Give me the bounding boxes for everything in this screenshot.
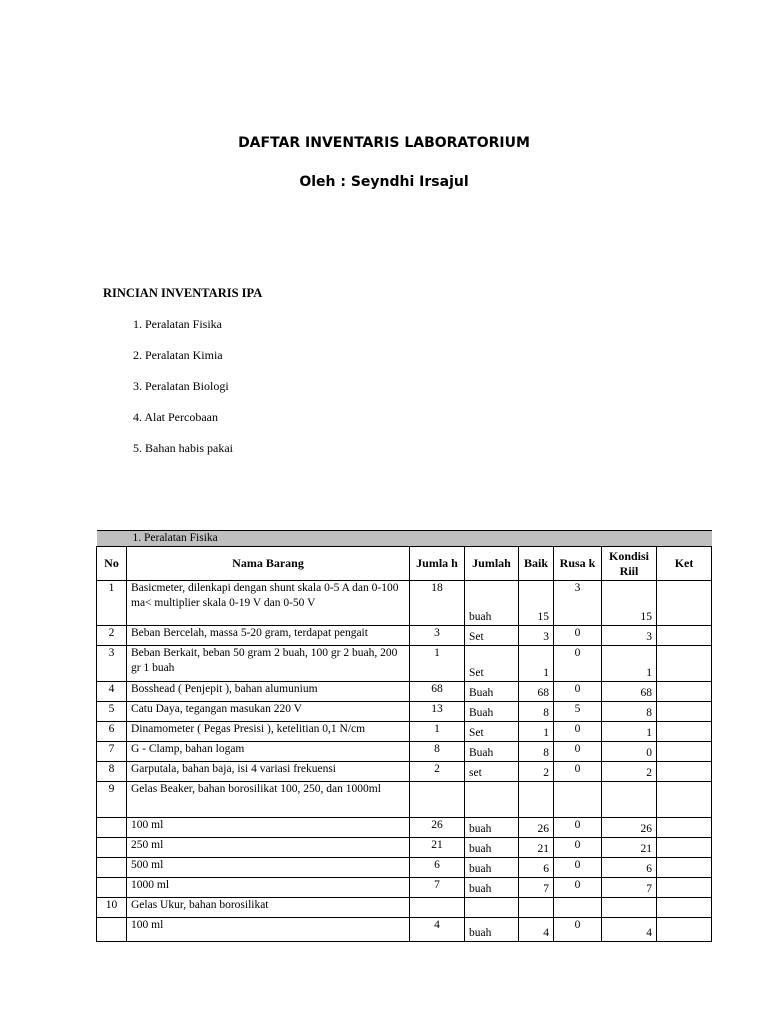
table-row [97, 626, 712, 646]
cell-baik: 8 [519, 702, 554, 722]
cell-ket [657, 742, 712, 762]
table-row [97, 722, 712, 742]
table-row [97, 818, 712, 838]
cell-jumlah: 1 [410, 646, 465, 682]
cell-no: 10 [97, 898, 127, 918]
cell-rusak: 0 [554, 762, 602, 782]
cell-baik: 68 [519, 682, 554, 702]
toc-item: 2. Peralatan Kimia [133, 348, 223, 362]
cell-rusak [554, 782, 602, 818]
cell-rusak: 0 [554, 918, 602, 942]
header-jumlah-count: Jumla h [410, 547, 465, 581]
cell-no: 1 [97, 581, 127, 626]
table-row [97, 762, 712, 782]
cell-jumlah: 6 [410, 858, 465, 878]
cell-nama-barang: 1000 ml [127, 878, 410, 898]
cell-satuan: Buah [465, 702, 519, 722]
cell-nama-barang: Dinamometer ( Pegas Presisi ), ketelitian 0,1 N/cm [127, 722, 410, 742]
cell-baik: 26 [519, 818, 554, 838]
cell-rusak: 0 [554, 682, 602, 702]
cell-kondisi: 0 [602, 742, 657, 762]
cell-nama-barang: Garputala, bahan baja, isi 4 variasi frekuensi [127, 762, 410, 782]
cell-baik: 6 [519, 858, 554, 878]
cell-satuan: buah [465, 818, 519, 838]
cell-nama-barang: 100 ml [127, 818, 410, 838]
cell-jumlah: 26 [410, 818, 465, 838]
table-band-title: 1. Peralatan Fisika [97, 531, 712, 547]
cell-satuan [465, 898, 519, 918]
header-rusak: Rusa k [554, 547, 602, 581]
cell-satuan: buah [465, 878, 519, 898]
cell-no [97, 838, 127, 858]
cell-satuan: buah [465, 918, 519, 942]
table-row [97, 646, 712, 682]
cell-kondisi [602, 782, 657, 818]
header-ket: Ket [657, 547, 712, 581]
table-row [97, 898, 712, 918]
table-row [97, 581, 712, 626]
cell-kondisi [602, 898, 657, 918]
cell-baik: 8 [519, 742, 554, 762]
document-title: DAFTAR INVENTARIS LABORATORIUM [238, 135, 530, 151]
cell-nama-barang: Beban Berkait, beban 50 gram 2 buah, 100 gr 2 buah, 200 gr 1 buah [127, 646, 410, 682]
cell-baik: 1 [519, 646, 554, 682]
cell-satuan: Buah [465, 742, 519, 762]
cell-no: 8 [97, 762, 127, 782]
table-row [97, 878, 712, 898]
cell-nama-barang: Bosshead ( Penjepit ), bahan alumunium [127, 682, 410, 702]
cell-ket [657, 878, 712, 898]
cell-no [97, 878, 127, 898]
cell-kondisi: 26 [602, 818, 657, 838]
cell-ket [657, 722, 712, 742]
cell-no: 6 [97, 722, 127, 742]
cell-jumlah: 68 [410, 682, 465, 702]
cell-kondisi: 21 [602, 838, 657, 858]
cell-kondisi: 6 [602, 858, 657, 878]
cell-rusak: 0 [554, 878, 602, 898]
document-author: Oleh : Seyndhi Irsajul [299, 174, 469, 190]
header-no: No [97, 547, 127, 581]
cell-kondisi: 3 [602, 626, 657, 646]
cell-no: 4 [97, 682, 127, 702]
cell-jumlah: 7 [410, 878, 465, 898]
cell-nama-barang: Catu Daya, tegangan masukan 220 V [127, 702, 410, 722]
cell-no [97, 918, 127, 942]
header-kondisi: Kondisi Riil [602, 547, 657, 581]
cell-satuan: buah [465, 838, 519, 858]
cell-kondisi: 2 [602, 762, 657, 782]
cell-ket [657, 898, 712, 918]
cell-ket [657, 682, 712, 702]
cell-nama-barang: G - Clamp, bahan logam [127, 742, 410, 762]
cell-nama-barang: Basicmeter, dilenkapi dengan shunt skala 0-5 A dan 0-100 ma< multiplier skala 0-19 V dan 0-50 V [127, 581, 410, 626]
cell-ket [657, 702, 712, 722]
cell-jumlah: 2 [410, 762, 465, 782]
cell-ket [657, 581, 712, 626]
cell-kondisi: 15 [602, 581, 657, 626]
cell-satuan [465, 782, 519, 818]
cell-ket [657, 646, 712, 682]
table-band [97, 531, 712, 547]
toc-item: 4. Alat Percobaan [133, 410, 218, 424]
cell-rusak: 0 [554, 646, 602, 682]
cell-rusak: 0 [554, 838, 602, 858]
cell-baik: 2 [519, 762, 554, 782]
cell-ket [657, 918, 712, 942]
cell-jumlah: 1 [410, 722, 465, 742]
header-baik: Baik [519, 547, 554, 581]
cell-jumlah [410, 898, 465, 918]
cell-jumlah: 21 [410, 838, 465, 858]
cell-satuan: buah [465, 581, 519, 626]
cell-baik: 7 [519, 878, 554, 898]
cell-nama-barang: 250 ml [127, 838, 410, 858]
cell-no: 7 [97, 742, 127, 762]
cell-satuan: set [465, 762, 519, 782]
cell-jumlah: 18 [410, 581, 465, 626]
cell-kondisi: 68 [602, 682, 657, 702]
cell-ket [657, 838, 712, 858]
cell-baik [519, 782, 554, 818]
cell-nama-barang: Gelas Ukur, bahan borosilikat [127, 898, 410, 918]
cell-ket [657, 782, 712, 818]
cell-ket [657, 626, 712, 646]
cell-rusak: 5 [554, 702, 602, 722]
cell-ket [657, 762, 712, 782]
cell-nama-barang: Gelas Beaker, bahan borosilikat 100, 250, dan 1000ml [127, 782, 410, 818]
cell-satuan: buah [465, 858, 519, 878]
cell-no [97, 858, 127, 878]
cell-rusak: 3 [554, 581, 602, 626]
cell-baik: 15 [519, 581, 554, 626]
cell-jumlah: 4 [410, 918, 465, 942]
cell-jumlah: 13 [410, 702, 465, 722]
cell-jumlah: 3 [410, 626, 465, 646]
cell-no: 9 [97, 782, 127, 818]
cell-satuan: Set [465, 626, 519, 646]
cell-nama-barang: 100 ml [127, 918, 410, 942]
table-header-row [97, 547, 712, 581]
cell-kondisi: 1 [602, 646, 657, 682]
cell-ket [657, 858, 712, 878]
cell-rusak: 0 [554, 858, 602, 878]
cell-satuan: Set [465, 646, 519, 682]
cell-no [97, 818, 127, 838]
cell-rusak: 0 [554, 626, 602, 646]
cell-jumlah: 8 [410, 742, 465, 762]
cell-rusak: 0 [554, 742, 602, 762]
toc-item: 1. Peralatan Fisika [133, 317, 222, 331]
cell-no: 3 [97, 646, 127, 682]
inventory-table [96, 530, 712, 942]
cell-ket [657, 818, 712, 838]
cell-baik: 1 [519, 722, 554, 742]
cell-kondisi: 4 [602, 918, 657, 942]
cell-no: 5 [97, 702, 127, 722]
cell-baik: 4 [519, 918, 554, 942]
cell-nama-barang: 500 ml [127, 858, 410, 878]
cell-satuan: Set [465, 722, 519, 742]
cell-rusak: 0 [554, 722, 602, 742]
cell-kondisi: 8 [602, 702, 657, 722]
table-row [97, 702, 712, 722]
cell-rusak [554, 898, 602, 918]
table-row [97, 682, 712, 702]
cell-satuan: Buah [465, 682, 519, 702]
section-heading: RINCIAN INVENTARIS IPA [103, 286, 263, 300]
cell-nama-barang: Beban Bercelah, massa 5-20 gram, terdapat pengait [127, 626, 410, 646]
table-row [97, 858, 712, 878]
header-jumlah-unit: Jumlah [465, 547, 519, 581]
cell-kondisi: 7 [602, 878, 657, 898]
table-row [97, 838, 712, 858]
toc-item: 5. Bahan habis pakai [133, 441, 233, 455]
cell-baik: 21 [519, 838, 554, 858]
table-row [97, 742, 712, 762]
header-nama: Nama Barang [127, 547, 410, 581]
table-row [97, 918, 712, 942]
cell-baik: 3 [519, 626, 554, 646]
cell-jumlah [410, 782, 465, 818]
cell-baik [519, 898, 554, 918]
toc-item: 3. Peralatan Biologi [133, 379, 229, 393]
cell-no: 2 [97, 626, 127, 646]
cell-kondisi: 1 [602, 722, 657, 742]
table-row [97, 782, 712, 818]
cell-rusak: 0 [554, 818, 602, 838]
